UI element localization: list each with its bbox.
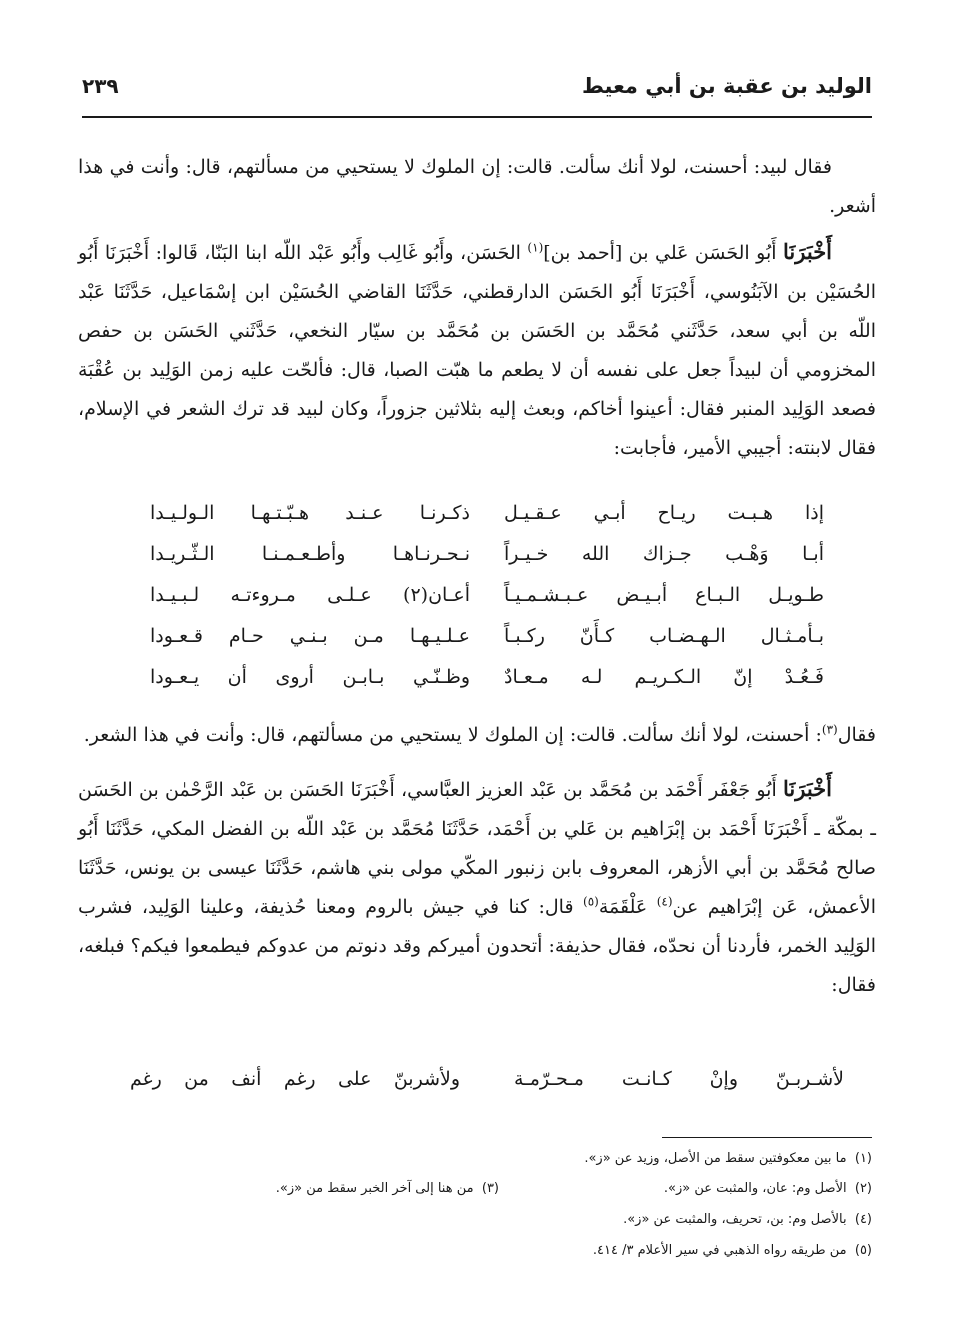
running-title: الوليد بن عقبة بن أبي معيط — [582, 74, 872, 98]
footnote-text: بالأصل وم: بن، تحريف، والمثبت عن «ز». — [623, 1212, 847, 1227]
footnote-5 — [593, 1243, 872, 1258]
verse-first-hemistich: إذا هـبـت ريـاح أبـي عـقـيـل — [504, 502, 824, 524]
verse-line — [110, 543, 844, 584]
footnote-ref-3: (٣) — [821, 722, 838, 737]
footnote-ref-5: (٥) — [583, 894, 599, 909]
paragraph-1: فقال لبيد: أحسنت، لولا أنك سألت. قالت: إن الملوك لا يستحيي من مسألتهم، قال: وأنت في هذا أشعر. — [78, 156, 876, 217]
paragraph-4-part-a: أَبُو جَعْفَر أَحْمَد بن مُحَمَّد بن عَبْد العزيز العبَّاسي، أَخْبَرَنَا الحَسَن بن عَبْد الرَّحْمٰن بن الحَسَن ـ بمكّة ـ أَخْبَرَنَا أَحْمَد بن إبْرَاهيم بن عَلي بن أَحْمَد، حَدَّثَنَا مُحَمَّد بن عَبْد اللّه بن الفضل المكي، حَدَّثَنَا أَبُو صالح مُحَمَّد بن أبي الأزهر، المعروف بابن زنبور المكّي مولى بني هاشم، حَدَّثَنَا عيسى بن يونس، حَدَّثَنَا الأعمش، عَن إبْرَاهيم عن — [78, 779, 876, 918]
paragraph-3-part-b: : أحسنت، لولا أنك سألت. قالت: إن الملوك لا يستحيي من مسألتهم، قال: وأنت في هذا الشعر. — [83, 724, 822, 746]
verse-line — [110, 666, 844, 707]
footnote-ref-1: (١) — [527, 240, 544, 255]
paragraph-2 — [78, 232, 876, 468]
verse-first-hemistich: بـأمـثـال الـهـضـاب كـأَنّ ركـبـاً — [504, 625, 824, 647]
paragraph-2-lead: أَخْبَرَنَا — [783, 239, 833, 264]
paragraph-2-part-b: الحَسَن، وأَبُو غَالِب وأَبُو عَبْد اللّه ابنا البَنّا، قَالوا: أَخْبَرَنَا أَبُو الحُسَيْن بن الآبَنُوسي، أَخْبَرَنَا أَبُو الحَسَن الدارقطني، حَدَّثَنَا القاضي الحُسَيْن ابن إسْمَاعيل، حَدَّثَنَا عَبْد اللّه بن أبي سعد، حَدَّثَني مُحَمَّد بن الحَسَن بن مُحَمَّد بن سيّار النخعي، حَدَّثَني الحَسَن بن حفص المخزومي أن لبيداً جعل على نفسه أن لا يطعم ما هبّت الصبا، قال: فألحّت عليه زمن الوَلِيد بن عُقْبَة فصعد الوَلِيد المنبر فقال: أعينوا أخاكم، وبعث إليه بثلاثين جزوراً، وكان لبيد قد ترك الشعر في الإسلام، فقال لابنته: أجيبي الأمير، فأجابت: — [78, 242, 876, 459]
verse-second-hemistich: ذكـرنـا عـنـد هـبّـتـهـا الـولـيـدا — [150, 502, 470, 524]
footnote-number: (٤) — [854, 1212, 872, 1227]
footnote-text: من هنا إلى آخر الخبر سقط من «ز». — [275, 1181, 474, 1196]
footnote-text: ما بين معكوفتين سقط من الأصل، وزيد عن «ز». — [584, 1151, 847, 1166]
paragraph-2-part-a: أَبُو الحَسَن عَلي بن [أحمد بن] — [543, 242, 784, 264]
verse-line — [110, 625, 844, 666]
paragraph-4-part-b: عَلْقَمَة — [598, 896, 657, 918]
final-verse-first-hemistich: لأشـربـنّ وإنْ كـانـت مـحـرّمـة — [514, 1068, 844, 1090]
verse-second-hemistich: وظـنّـي بـابـن أروى أن يـعـودا — [150, 666, 470, 688]
page-number: ٢٣٩ — [82, 74, 119, 98]
verse-first-hemistich: طـويـل الـبـاع أبـيـض عـبـشـمـيـاً — [504, 584, 824, 606]
verse-second-hemistich: نـحـرنـاهـا وأطـعـمـنـا الـثّـريـدا — [150, 543, 470, 565]
verse-line — [110, 502, 844, 543]
footnote-2 — [664, 1181, 872, 1196]
paragraph-4-lead: أَخْبَرَنَا — [783, 776, 832, 801]
footnote-ref-4: (٤) — [656, 894, 673, 909]
footnote-number: (١) — [854, 1151, 872, 1166]
footnote-number: (٥) — [854, 1243, 872, 1258]
verse-second-hemistich: عـلـيـهـا مـن بـنـي حـام قـعـودا — [150, 625, 470, 647]
footnote-text: من طريقه رواه الذهبي في سير الأعلام ٣/ ٤١٤. — [592, 1243, 847, 1258]
footnote-rule — [662, 1137, 872, 1138]
footnote-number: (٢) — [854, 1181, 872, 1196]
verse-line — [110, 584, 844, 625]
body-text-upper — [78, 148, 876, 468]
verse-first-hemistich: فَـعُـدْ إنّ الـكـريـم لـه مـعـادٌ — [504, 666, 824, 688]
paragraph-4 — [78, 769, 876, 1005]
footnote-3 — [276, 1181, 499, 1196]
verse-first-hemistich: أبـا وَهْـب جـزاك الله خـيـراً — [504, 543, 824, 565]
footnote-4 — [623, 1212, 872, 1227]
final-verse-second-hemistich: ولأشربنّ على رغم أنف من رغم — [130, 1068, 460, 1090]
footnote-1 — [584, 1151, 872, 1166]
footnote-text: الأصل وم: عان، والمثبت عن «ز». — [663, 1181, 847, 1196]
footnote-number: (٣) — [481, 1181, 499, 1196]
verse-second-hemistich: أعـان(٢) عـلـى مـروءتـه لـبـيـدا — [150, 584, 470, 606]
paragraph-3-part-a: فقال — [837, 724, 876, 746]
header-rule — [82, 116, 872, 118]
final-verse — [110, 1068, 844, 1109]
poem — [110, 502, 844, 707]
paragraph-4-part-c: قال: كنا في جيش بالروم ومعنا حُذيفة، وعلينا الوَلِيد، فشرب الوَلِيد الخمر، فأردنا أن نحدّه، فقال حذيفة: أتحدون أميركم وقد دنوتم من عدوكم فيطمعوا فيكم؟ فبلغه، فقال: — [78, 896, 876, 996]
paragraph-3 — [78, 716, 876, 755]
body-text-lower — [78, 716, 876, 1005]
